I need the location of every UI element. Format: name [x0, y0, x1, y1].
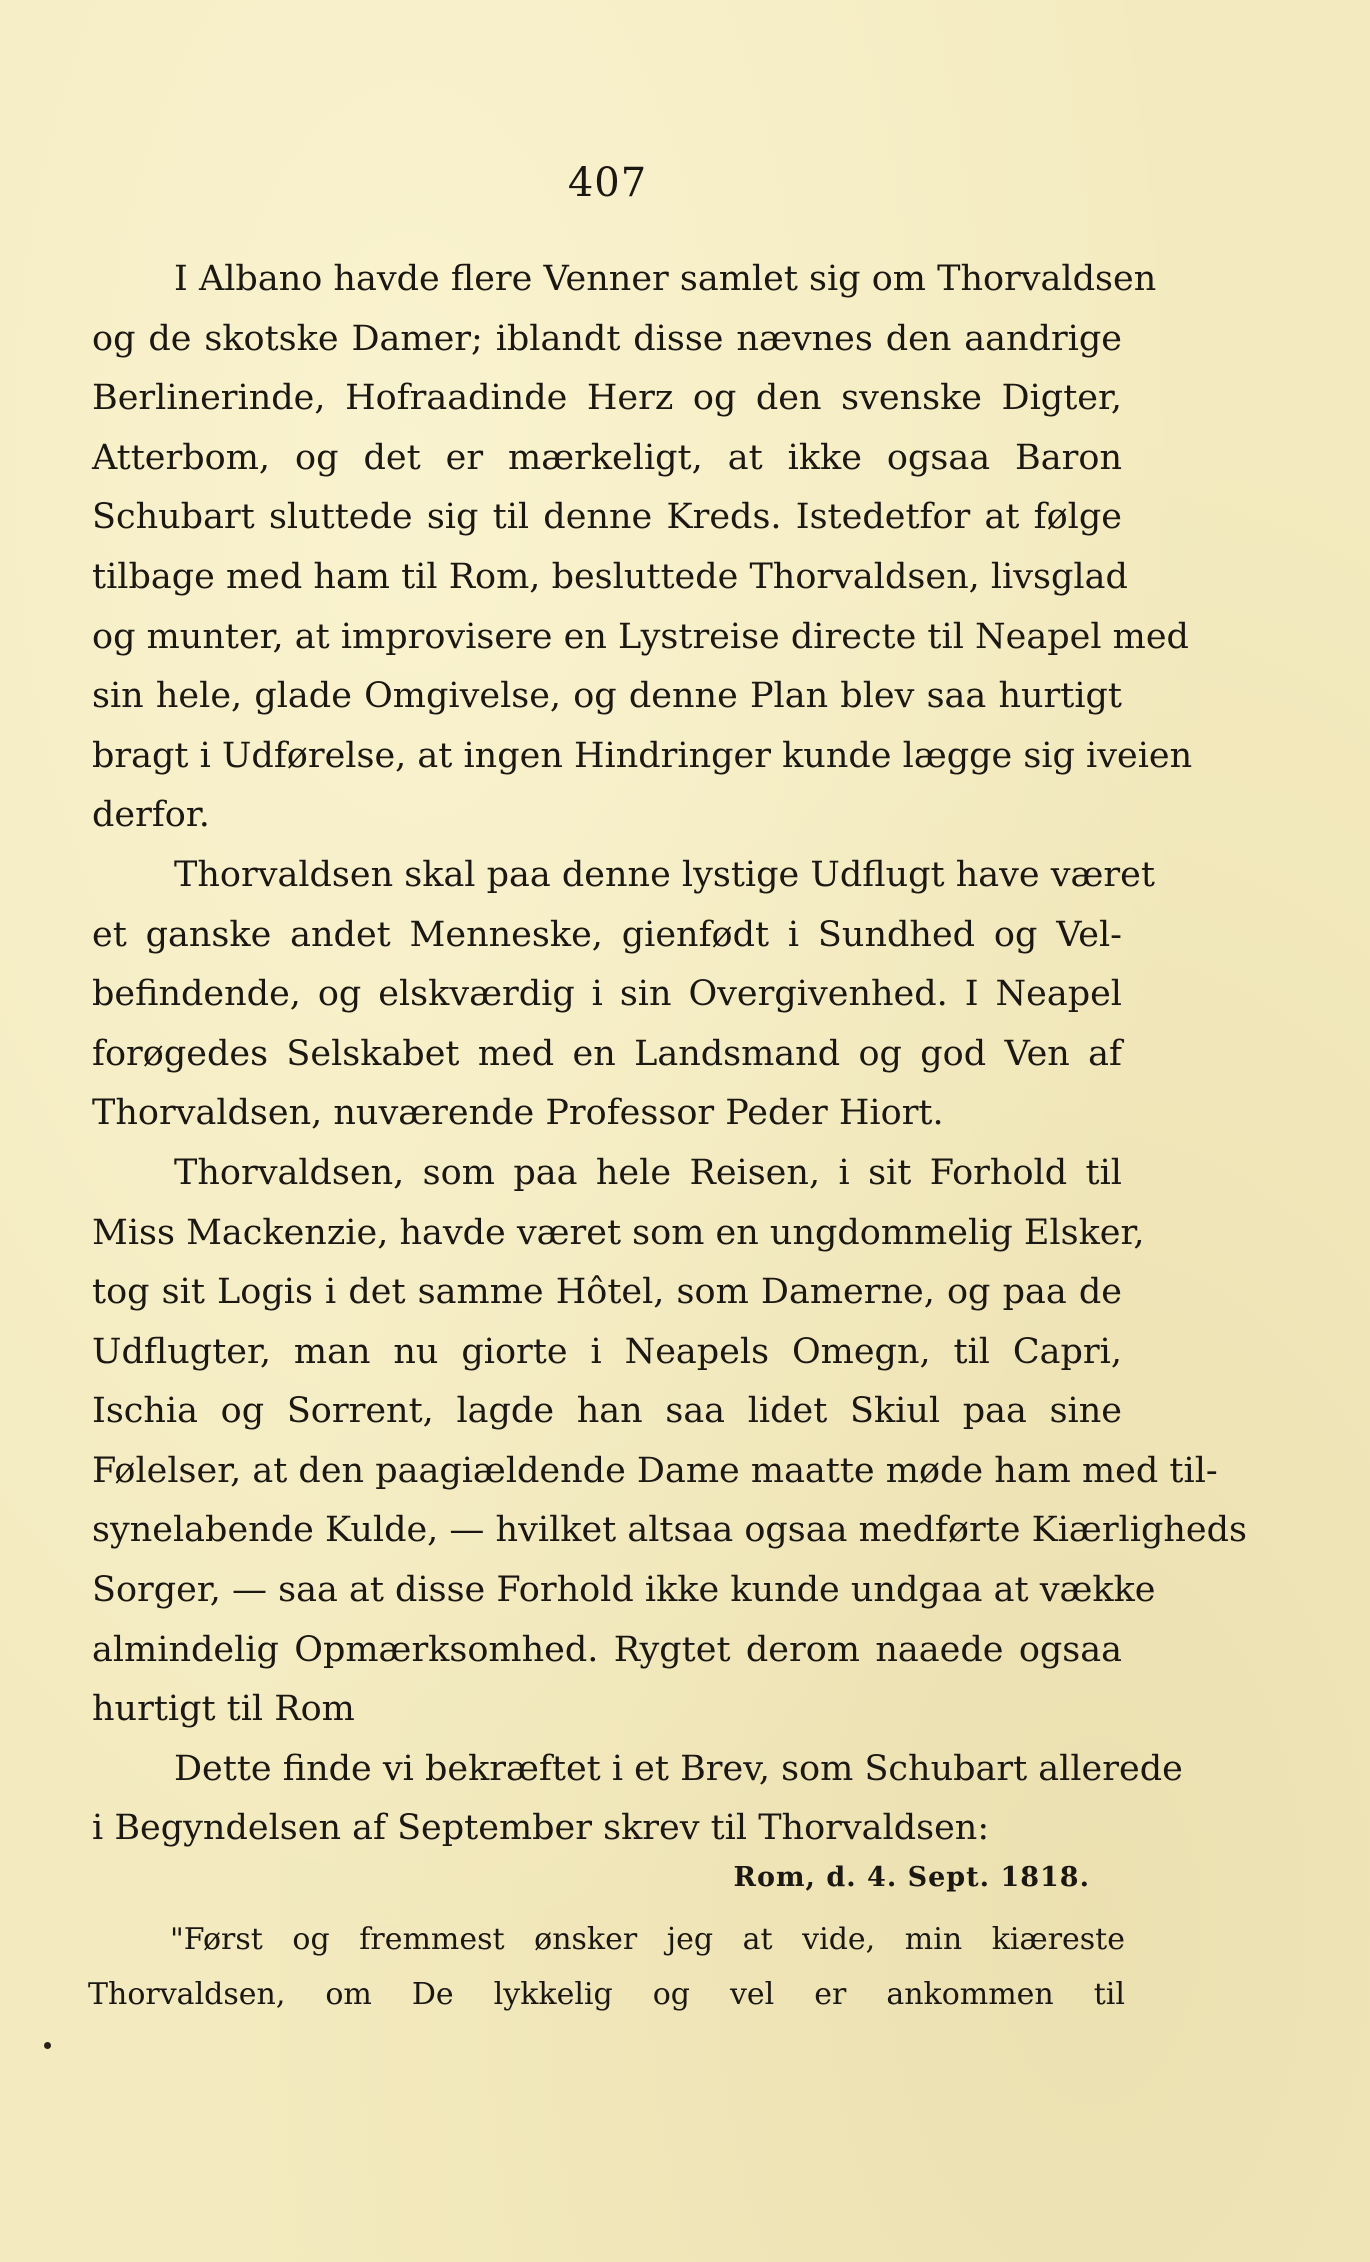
text-line: og munter, at improvisere en Lystreise directe til Neapel med [92, 616, 1189, 657]
text-line: sin hele, glade Omgivelse, og denne Plan blev saa hurtigt [92, 676, 1122, 717]
text-line: befindende, og elskværdig i sin Overgivenhed. I Neapel [92, 974, 1122, 1015]
text-line: derfor. [92, 795, 210, 836]
text-line: forøgedes Selskabet med en Landsmand og god Ven af [92, 1033, 1122, 1074]
text-line: synelabende Kulde, — hvilket altsaa ogsaa medførte Kiærligheds [92, 1510, 1247, 1551]
quote-line: "Først og fremmest ønsker jeg at vide, min kiæreste [170, 1922, 1125, 1957]
text-line: bragt i Udførelse, at ingen Hindringer kunde lægge sig iveien [92, 735, 1193, 776]
text-line: Atterbom, og det er mærkeligt, at ikke ogsaa Baron [92, 437, 1122, 478]
text-line: almindelig Opmærksomhed. Rygtet derom naaede ogsaa [92, 1629, 1122, 1670]
text-line: Sorger, — saa at disse Forhold ikke kunde undgaa at vække [92, 1570, 1156, 1611]
text-line: Schubart sluttede sig til denne Kreds. Istedetfor at følge [92, 497, 1122, 538]
letter-dateline: Rom, d. 4. Sept. 1818. [733, 1862, 1090, 1893]
text-line: tog sit Logis i det samme Hôtel, som Damerne, og paa de [92, 1272, 1122, 1313]
ink-speck [44, 2042, 51, 2049]
text-line: I Albano havde flere Venner samlet sig om Thorvaldsen [174, 259, 1157, 299]
text-line: tilbage med ham til Rom, besluttede Thorvaldsen, livsglad [92, 556, 1128, 597]
text-line: Thorvaldsen, nuværende Professor Peder Hiort. [92, 1093, 944, 1134]
text-line: Dette finde vi bekræftet i et Brev, som Schubart allerede [174, 1748, 1183, 1789]
text-line: Ischia og Sorrent, lagde han saa lidet Skiul paa sine [92, 1391, 1122, 1432]
text-line: hurtigt til Rom [92, 1689, 355, 1730]
text-line: Miss Mackenzie, havde været som en ungdommelig Elsker, [92, 1212, 1145, 1253]
text-line: og de skotske Damer; iblandt disse nævnes den aandrige [92, 318, 1122, 359]
quote-line: Thorvaldsen, om De lykkelig og vel er ankommen til [88, 1977, 1125, 2012]
text-line: et ganske andet Menneske, gienfødt i Sundhed og Vel- [92, 914, 1122, 955]
text-line: Thorvaldsen, som paa hele Reisen, i sit Forhold til [174, 1152, 1122, 1193]
text-line: i Begyndelsen af September skrev til Thorvaldsen: [92, 1808, 990, 1849]
text-line: Thorvaldsen skal paa denne lystige Udflugt have været [174, 854, 1155, 895]
text-line: Berlinerinde, Hofraadinde Herz og den svenske Digter, [92, 378, 1122, 419]
body-text [92, 250, 1247, 1859]
text-line: Udflugter, man nu giorte i Neapels Omegn, til Capri, [92, 1331, 1122, 1372]
text-line: Følelser, at den paagiældende Dame maatte møde ham med til- [92, 1450, 1218, 1491]
letter-quote [88, 1912, 1125, 2022]
page-number: 407 [567, 160, 648, 206]
